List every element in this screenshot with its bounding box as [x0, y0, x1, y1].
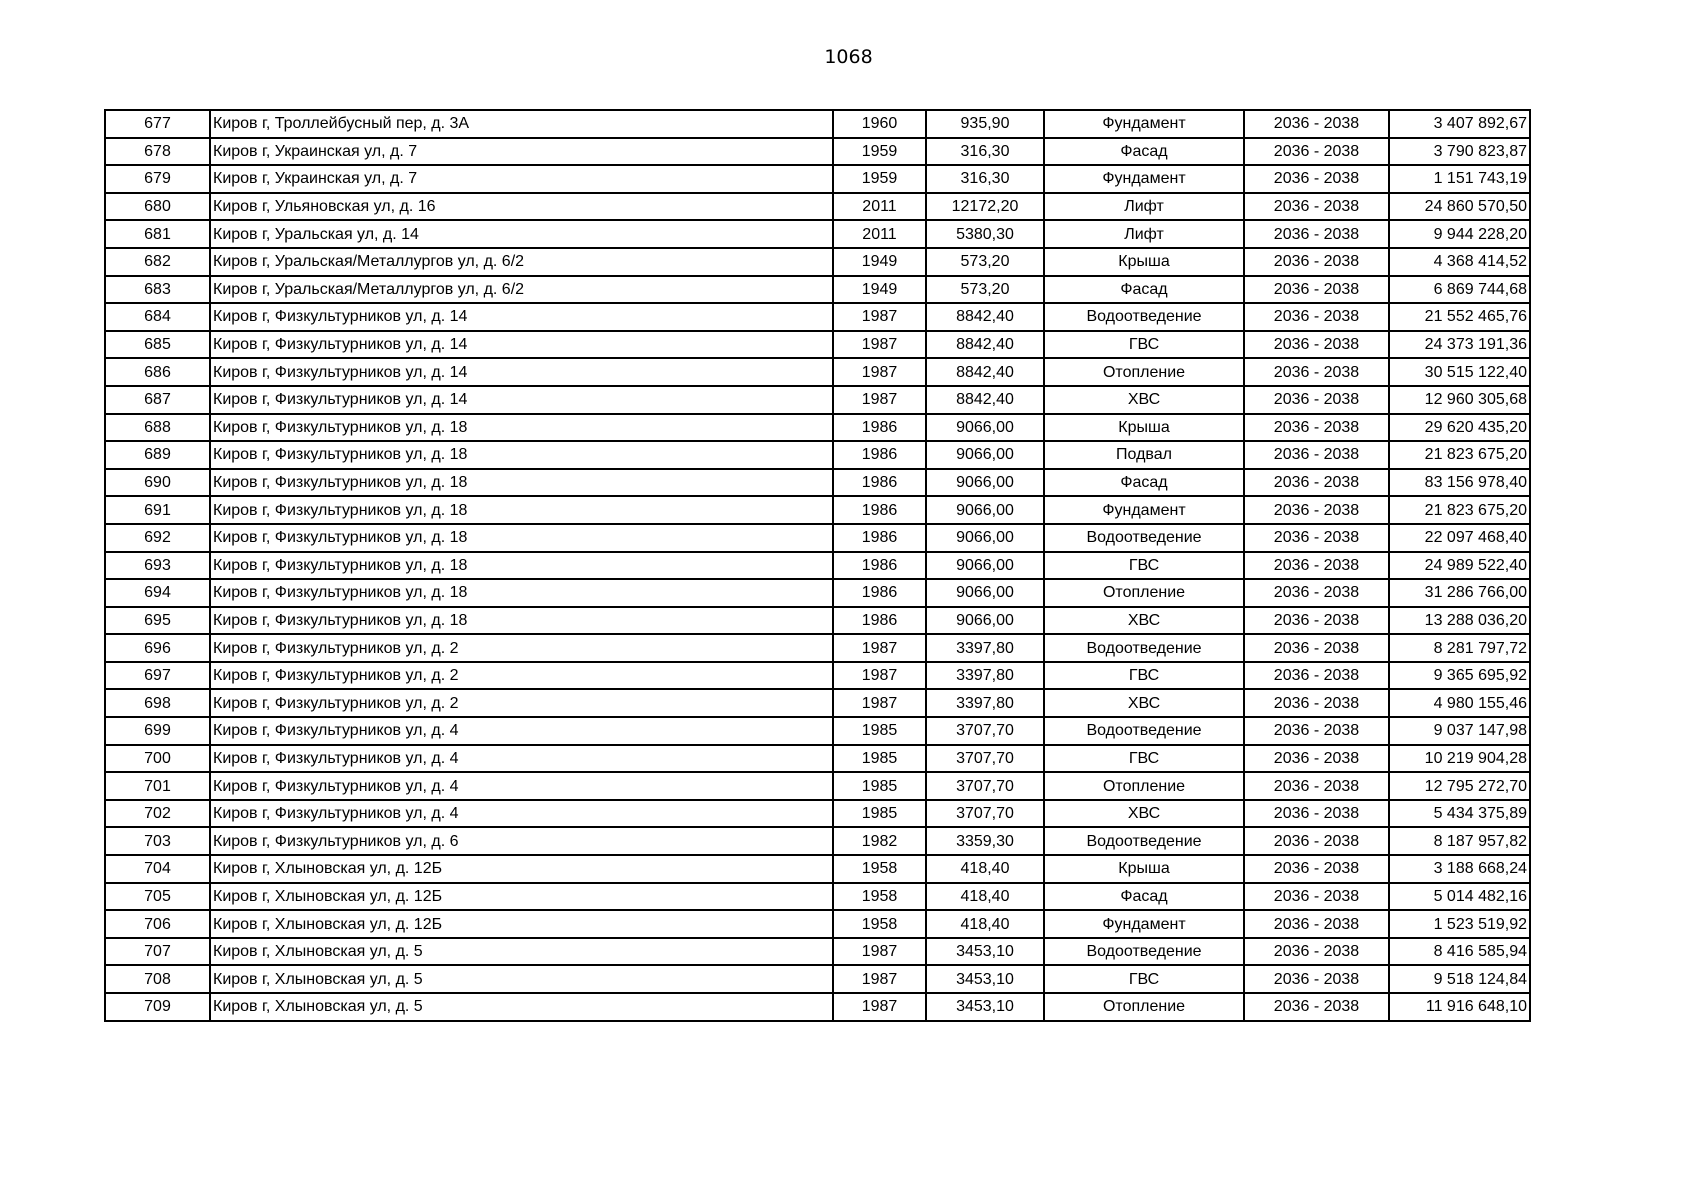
address-cell: Киров г, Физкультурников ул, д. 4	[210, 772, 833, 800]
work-type-cell: Фундамент	[1044, 165, 1244, 193]
period-cell: 2036 - 2038	[1244, 883, 1389, 911]
period-cell: 2036 - 2038	[1244, 965, 1389, 993]
address-cell: Киров г, Хлыновская ул, д. 12Б	[210, 883, 833, 911]
registry-table	[104, 109, 1531, 1022]
cost-cell: 5 434 375,89	[1389, 800, 1530, 828]
address-cell: Киров г, Хлыновская ул, д. 5	[210, 965, 833, 993]
area-cell: 3359,30	[926, 827, 1044, 855]
table-row	[105, 496, 1530, 524]
row-number-cell: 700	[105, 745, 210, 773]
year-cell: 1982	[833, 827, 926, 855]
cost-cell: 9 944 228,20	[1389, 220, 1530, 248]
year-cell: 2011	[833, 220, 926, 248]
period-cell: 2036 - 2038	[1244, 689, 1389, 717]
area-cell: 3453,10	[926, 993, 1044, 1021]
table-row	[105, 938, 1530, 966]
period-cell: 2036 - 2038	[1244, 414, 1389, 442]
year-cell: 1958	[833, 910, 926, 938]
row-number-cell: 697	[105, 662, 210, 690]
period-cell: 2036 - 2038	[1244, 524, 1389, 552]
address-cell: Киров г, Физкультурников ул, д. 18	[210, 552, 833, 580]
area-cell: 418,40	[926, 883, 1044, 911]
year-cell: 1987	[833, 386, 926, 414]
area-cell: 418,40	[926, 910, 1044, 938]
cost-cell: 1 523 519,92	[1389, 910, 1530, 938]
table-row	[105, 689, 1530, 717]
year-cell: 1986	[833, 441, 926, 469]
period-cell: 2036 - 2038	[1244, 248, 1389, 276]
period-cell: 2036 - 2038	[1244, 607, 1389, 635]
year-cell: 1987	[833, 662, 926, 690]
table-row	[105, 745, 1530, 773]
address-cell: Киров г, Уральская/Металлургов ул, д. 6/2	[210, 248, 833, 276]
year-cell: 1960	[833, 110, 926, 138]
work-type-cell: Отопление	[1044, 358, 1244, 386]
year-cell: 1985	[833, 745, 926, 773]
year-cell: 1949	[833, 248, 926, 276]
year-cell: 1987	[833, 689, 926, 717]
cost-cell: 12 960 305,68	[1389, 386, 1530, 414]
area-cell: 9066,00	[926, 414, 1044, 442]
cost-cell: 8 416 585,94	[1389, 938, 1530, 966]
area-cell: 316,30	[926, 165, 1044, 193]
address-cell: Киров г, Физкультурников ул, д. 18	[210, 607, 833, 635]
cost-cell: 24 989 522,40	[1389, 552, 1530, 580]
cost-cell: 29 620 435,20	[1389, 414, 1530, 442]
area-cell: 3397,80	[926, 689, 1044, 717]
area-cell: 935,90	[926, 110, 1044, 138]
cost-cell: 24 860 570,50	[1389, 193, 1530, 221]
table-row	[105, 414, 1530, 442]
address-cell: Киров г, Физкультурников ул, д. 4	[210, 800, 833, 828]
address-cell: Киров г, Хлыновская ул, д. 12Б	[210, 855, 833, 883]
row-number-cell: 693	[105, 552, 210, 580]
row-number-cell: 705	[105, 883, 210, 911]
work-type-cell: Водоотведение	[1044, 524, 1244, 552]
year-cell: 1987	[833, 938, 926, 966]
address-cell: Киров г, Физкультурников ул, д. 2	[210, 662, 833, 690]
row-number-cell: 689	[105, 441, 210, 469]
table-row	[105, 110, 1530, 138]
table-row	[105, 579, 1530, 607]
row-number-cell: 708	[105, 965, 210, 993]
address-cell: Киров г, Физкультурников ул, д. 6	[210, 827, 833, 855]
page-number: 1068	[824, 46, 873, 68]
row-number-cell: 687	[105, 386, 210, 414]
row-number-cell: 680	[105, 193, 210, 221]
address-cell: Киров г, Физкультурников ул, д. 4	[210, 717, 833, 745]
table-row	[105, 386, 1530, 414]
period-cell: 2036 - 2038	[1244, 358, 1389, 386]
period-cell: 2036 - 2038	[1244, 331, 1389, 359]
cost-cell: 6 869 744,68	[1389, 276, 1530, 304]
work-type-cell: Подвал	[1044, 441, 1244, 469]
address-cell: Киров г, Хлыновская ул, д. 12Б	[210, 910, 833, 938]
period-cell: 2036 - 2038	[1244, 800, 1389, 828]
row-number-cell: 706	[105, 910, 210, 938]
work-type-cell: Фундамент	[1044, 496, 1244, 524]
cost-cell: 1 151 743,19	[1389, 165, 1530, 193]
cost-cell: 3 790 823,87	[1389, 138, 1530, 166]
table-row	[105, 662, 1530, 690]
year-cell: 1987	[833, 993, 926, 1021]
area-cell: 3453,10	[926, 938, 1044, 966]
cost-cell: 3 188 668,24	[1389, 855, 1530, 883]
cost-cell: 30 515 122,40	[1389, 358, 1530, 386]
cost-cell: 9 037 147,98	[1389, 717, 1530, 745]
area-cell: 5380,30	[926, 220, 1044, 248]
table-row	[105, 220, 1530, 248]
cost-cell: 83 156 978,40	[1389, 469, 1530, 497]
table-row	[105, 524, 1530, 552]
year-cell: 1986	[833, 496, 926, 524]
cost-cell: 13 288 036,20	[1389, 607, 1530, 635]
table-body	[105, 110, 1530, 1021]
year-cell: 1986	[833, 524, 926, 552]
year-cell: 1987	[833, 303, 926, 331]
period-cell: 2036 - 2038	[1244, 496, 1389, 524]
cost-cell: 3 407 892,67	[1389, 110, 1530, 138]
year-cell: 1986	[833, 607, 926, 635]
row-number-cell: 678	[105, 138, 210, 166]
period-cell: 2036 - 2038	[1244, 993, 1389, 1021]
work-type-cell: Отопление	[1044, 579, 1244, 607]
year-cell: 1987	[833, 965, 926, 993]
area-cell: 9066,00	[926, 607, 1044, 635]
work-type-cell: Фасад	[1044, 883, 1244, 911]
work-type-cell: ГВС	[1044, 662, 1244, 690]
address-cell: Киров г, Физкультурников ул, д. 14	[210, 331, 833, 359]
address-cell: Киров г, Физкультурников ул, д. 2	[210, 689, 833, 717]
period-cell: 2036 - 2038	[1244, 386, 1389, 414]
work-type-cell: Фундамент	[1044, 110, 1244, 138]
row-number-cell: 682	[105, 248, 210, 276]
area-cell: 9066,00	[926, 524, 1044, 552]
area-cell: 8842,40	[926, 358, 1044, 386]
table-row	[105, 193, 1530, 221]
table-row	[105, 993, 1530, 1021]
area-cell: 9066,00	[926, 552, 1044, 580]
cost-cell: 9 518 124,84	[1389, 965, 1530, 993]
cost-cell: 5 014 482,16	[1389, 883, 1530, 911]
area-cell: 9066,00	[926, 496, 1044, 524]
table-row	[105, 800, 1530, 828]
year-cell: 1949	[833, 276, 926, 304]
table-row	[105, 607, 1530, 635]
address-cell: Киров г, Хлыновская ул, д. 5	[210, 993, 833, 1021]
year-cell: 1987	[833, 634, 926, 662]
area-cell: 573,20	[926, 248, 1044, 276]
work-type-cell: ХВС	[1044, 607, 1244, 635]
year-cell: 1986	[833, 469, 926, 497]
area-cell: 3707,70	[926, 745, 1044, 773]
table-row	[105, 717, 1530, 745]
work-type-cell: Фундамент	[1044, 910, 1244, 938]
cost-cell: 21 552 465,76	[1389, 303, 1530, 331]
period-cell: 2036 - 2038	[1244, 303, 1389, 331]
area-cell: 3707,70	[926, 717, 1044, 745]
work-type-cell: ХВС	[1044, 386, 1244, 414]
address-cell: Киров г, Уральская ул, д. 14	[210, 220, 833, 248]
work-type-cell: Водоотведение	[1044, 634, 1244, 662]
address-cell: Киров г, Физкультурников ул, д. 2	[210, 634, 833, 662]
cost-cell: 8 281 797,72	[1389, 634, 1530, 662]
work-type-cell: Отопление	[1044, 772, 1244, 800]
work-type-cell: Водоотведение	[1044, 938, 1244, 966]
row-number-cell: 679	[105, 165, 210, 193]
work-type-cell: ГВС	[1044, 331, 1244, 359]
address-cell: Киров г, Троллейбусный пер, д. 3А	[210, 110, 833, 138]
address-cell: Киров г, Украинская ул, д. 7	[210, 165, 833, 193]
area-cell: 8842,40	[926, 331, 1044, 359]
row-number-cell: 707	[105, 938, 210, 966]
table-row	[105, 276, 1530, 304]
period-cell: 2036 - 2038	[1244, 662, 1389, 690]
work-type-cell: Водоотведение	[1044, 827, 1244, 855]
cost-cell: 31 286 766,00	[1389, 579, 1530, 607]
period-cell: 2036 - 2038	[1244, 165, 1389, 193]
table-row	[105, 855, 1530, 883]
row-number-cell: 698	[105, 689, 210, 717]
area-cell: 12172,20	[926, 193, 1044, 221]
cost-cell: 12 795 272,70	[1389, 772, 1530, 800]
table-row	[105, 358, 1530, 386]
address-cell: Киров г, Украинская ул, д. 7	[210, 138, 833, 166]
work-type-cell: ХВС	[1044, 689, 1244, 717]
period-cell: 2036 - 2038	[1244, 827, 1389, 855]
period-cell: 2036 - 2038	[1244, 745, 1389, 773]
area-cell: 316,30	[926, 138, 1044, 166]
table-row	[105, 331, 1530, 359]
period-cell: 2036 - 2038	[1244, 441, 1389, 469]
area-cell: 8842,40	[926, 386, 1044, 414]
address-cell: Киров г, Физкультурников ул, д. 14	[210, 303, 833, 331]
table-row	[105, 441, 1530, 469]
table-row	[105, 552, 1530, 580]
address-cell: Киров г, Физкультурников ул, д. 18	[210, 441, 833, 469]
row-number-cell: 688	[105, 414, 210, 442]
cost-cell: 24 373 191,36	[1389, 331, 1530, 359]
work-type-cell: Фасад	[1044, 138, 1244, 166]
year-cell: 1985	[833, 717, 926, 745]
area-cell: 3707,70	[926, 772, 1044, 800]
year-cell: 1959	[833, 165, 926, 193]
work-type-cell: ХВС	[1044, 800, 1244, 828]
row-number-cell: 695	[105, 607, 210, 635]
work-type-cell: ГВС	[1044, 965, 1244, 993]
table-row	[105, 165, 1530, 193]
cost-cell: 4 980 155,46	[1389, 689, 1530, 717]
period-cell: 2036 - 2038	[1244, 552, 1389, 580]
year-cell: 1986	[833, 552, 926, 580]
period-cell: 2036 - 2038	[1244, 772, 1389, 800]
row-number-cell: 709	[105, 993, 210, 1021]
row-number-cell: 703	[105, 827, 210, 855]
year-cell: 1958	[833, 855, 926, 883]
cost-cell: 21 823 675,20	[1389, 441, 1530, 469]
area-cell: 3453,10	[926, 965, 1044, 993]
work-type-cell: ГВС	[1044, 745, 1244, 773]
row-number-cell: 699	[105, 717, 210, 745]
work-type-cell: Водоотведение	[1044, 717, 1244, 745]
row-number-cell: 691	[105, 496, 210, 524]
area-cell: 9066,00	[926, 469, 1044, 497]
period-cell: 2036 - 2038	[1244, 717, 1389, 745]
area-cell: 573,20	[926, 276, 1044, 304]
address-cell: Киров г, Физкультурников ул, д. 18	[210, 496, 833, 524]
cost-cell: 4 368 414,52	[1389, 248, 1530, 276]
period-cell: 2036 - 2038	[1244, 193, 1389, 221]
work-type-cell: Фасад	[1044, 276, 1244, 304]
work-type-cell: Крыша	[1044, 248, 1244, 276]
area-cell: 3397,80	[926, 662, 1044, 690]
period-cell: 2036 - 2038	[1244, 634, 1389, 662]
address-cell: Киров г, Физкультурников ул, д. 18	[210, 414, 833, 442]
work-type-cell: Крыша	[1044, 414, 1244, 442]
year-cell: 1985	[833, 772, 926, 800]
row-number-cell: 704	[105, 855, 210, 883]
row-number-cell: 692	[105, 524, 210, 552]
work-type-cell: Отопление	[1044, 993, 1244, 1021]
table-row	[105, 772, 1530, 800]
cost-cell: 11 916 648,10	[1389, 993, 1530, 1021]
row-number-cell: 702	[105, 800, 210, 828]
table-row	[105, 138, 1530, 166]
cost-cell: 10 219 904,28	[1389, 745, 1530, 773]
area-cell: 9066,00	[926, 441, 1044, 469]
address-cell: Киров г, Физкультурников ул, д. 4	[210, 745, 833, 773]
table-row	[105, 965, 1530, 993]
row-number-cell: 685	[105, 331, 210, 359]
year-cell: 1959	[833, 138, 926, 166]
period-cell: 2036 - 2038	[1244, 138, 1389, 166]
address-cell: Киров г, Хлыновская ул, д. 5	[210, 938, 833, 966]
address-cell: Киров г, Уральская/Металлургов ул, д. 6/2	[210, 276, 833, 304]
address-cell: Киров г, Ульяновская ул, д. 16	[210, 193, 833, 221]
area-cell: 418,40	[926, 855, 1044, 883]
table-row	[105, 469, 1530, 497]
row-number-cell: 677	[105, 110, 210, 138]
cost-cell: 9 365 695,92	[1389, 662, 1530, 690]
row-number-cell: 694	[105, 579, 210, 607]
address-cell: Киров г, Физкультурников ул, д. 14	[210, 358, 833, 386]
period-cell: 2036 - 2038	[1244, 469, 1389, 497]
work-type-cell: Лифт	[1044, 193, 1244, 221]
table-row	[105, 883, 1530, 911]
address-cell: Киров г, Физкультурников ул, д. 18	[210, 579, 833, 607]
area-cell: 3707,70	[926, 800, 1044, 828]
table-row	[105, 634, 1530, 662]
row-number-cell: 690	[105, 469, 210, 497]
row-number-cell: 683	[105, 276, 210, 304]
row-number-cell: 686	[105, 358, 210, 386]
year-cell: 1985	[833, 800, 926, 828]
period-cell: 2036 - 2038	[1244, 579, 1389, 607]
period-cell: 2036 - 2038	[1244, 938, 1389, 966]
period-cell: 2036 - 2038	[1244, 855, 1389, 883]
table-row	[105, 910, 1530, 938]
row-number-cell: 701	[105, 772, 210, 800]
area-cell: 9066,00	[926, 579, 1044, 607]
row-number-cell: 681	[105, 220, 210, 248]
year-cell: 1987	[833, 358, 926, 386]
year-cell: 1986	[833, 579, 926, 607]
work-type-cell: Лифт	[1044, 220, 1244, 248]
row-number-cell: 684	[105, 303, 210, 331]
year-cell: 1958	[833, 883, 926, 911]
work-type-cell: Водоотведение	[1044, 303, 1244, 331]
work-type-cell: Фасад	[1044, 469, 1244, 497]
address-cell: Киров г, Физкультурников ул, д. 18	[210, 469, 833, 497]
period-cell: 2036 - 2038	[1244, 220, 1389, 248]
address-cell: Киров г, Физкультурников ул, д. 18	[210, 524, 833, 552]
table-row	[105, 248, 1530, 276]
row-number-cell: 696	[105, 634, 210, 662]
area-cell: 3397,80	[926, 634, 1044, 662]
work-type-cell: ГВС	[1044, 552, 1244, 580]
area-cell: 8842,40	[926, 303, 1044, 331]
work-type-cell: Крыша	[1044, 855, 1244, 883]
cost-cell: 8 187 957,82	[1389, 827, 1530, 855]
cost-cell: 21 823 675,20	[1389, 496, 1530, 524]
period-cell: 2036 - 2038	[1244, 110, 1389, 138]
period-cell: 2036 - 2038	[1244, 276, 1389, 304]
year-cell: 1986	[833, 414, 926, 442]
address-cell: Киров г, Физкультурников ул, д. 14	[210, 386, 833, 414]
table-row	[105, 827, 1530, 855]
period-cell: 2036 - 2038	[1244, 910, 1389, 938]
year-cell: 2011	[833, 193, 926, 221]
cost-cell: 22 097 468,40	[1389, 524, 1530, 552]
table-row	[105, 303, 1530, 331]
year-cell: 1987	[833, 331, 926, 359]
